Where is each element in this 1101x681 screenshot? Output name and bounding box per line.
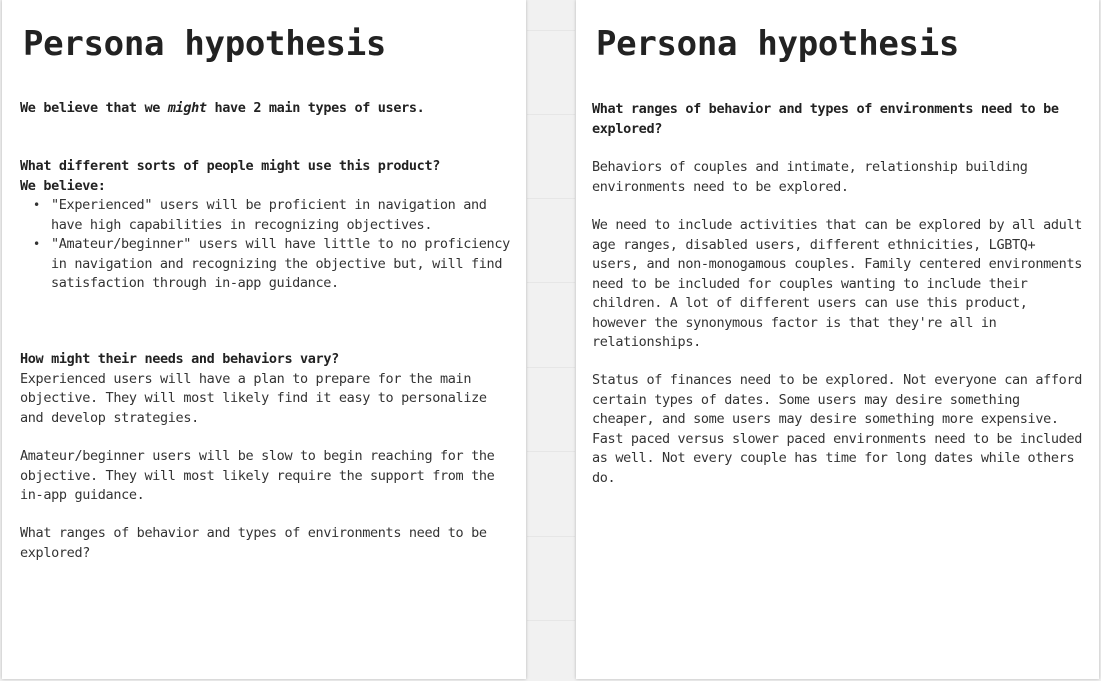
page-right[interactable] <box>576 0 1099 679</box>
intro-statement <box>20 99 514 119</box>
intro-emphasis: might <box>167 100 207 116</box>
user-types-list <box>20 196 514 294</box>
we-believe-label: We believe: <box>20 177 106 194</box>
question-heading: How might their needs and behaviors vary? <box>20 351 339 367</box>
paragraph: We need to include activities that can be explored by all adult age ranges, disabled users, different ethnicities, LGBTQ+ users, and non-monogamous couples. Family centered environments need to be included for couples wanting to include their children. A lot of different users can use this product, however the synonymous factor is that they're all in relationships. <box>592 217 1082 350</box>
question-heading: What ranges of behavior and types of environments need to be explored? <box>592 101 1059 137</box>
question-heading: What different sorts of people might use this product? <box>20 158 440 174</box>
list-item: • "Experienced" users will be proficient in navigation and have high capabilities in recognizing objectives. <box>20 196 514 235</box>
paragraph: Status of finances need to be explored. Not everyone can afford certain types of dates. Some users may desire something cheaper, and some users may desire something more expensive. Fast paced versus slower paced environments need to be included as well. Not every couple has time for long dates while others do. <box>592 372 1082 486</box>
paragraph: Amateur/beginner users will be slow to begin reaching for the objective. They will most likely require the support from the in-app guidance. <box>20 448 495 503</box>
page-title: Persona hypothesis <box>596 24 960 64</box>
intro-after: have 2 main types of users. <box>206 100 425 116</box>
user-types-section <box>20 157 514 294</box>
intro-before: We believe that we <box>20 100 168 116</box>
list-item: • "Amateur/beginner" users will have little to no proficiency in navigation and recognizing the objective but, will find satisfaction through in-app guidance. <box>20 235 514 294</box>
needs-section <box>20 350 514 428</box>
page-title: Persona hypothesis <box>23 24 387 64</box>
paragraph: Experienced users will have a plan to prepare for the main objective. They will most likely find it easy to personalize and develop strategies. <box>20 370 487 426</box>
paragraph: What ranges of behavior and types of environments need to be explored? <box>20 525 487 561</box>
canvas-gap <box>527 0 575 681</box>
page-left[interactable] <box>2 0 526 679</box>
paragraph: Behaviors of couples and intimate, relationship building environments need to be explored. <box>592 159 1028 195</box>
